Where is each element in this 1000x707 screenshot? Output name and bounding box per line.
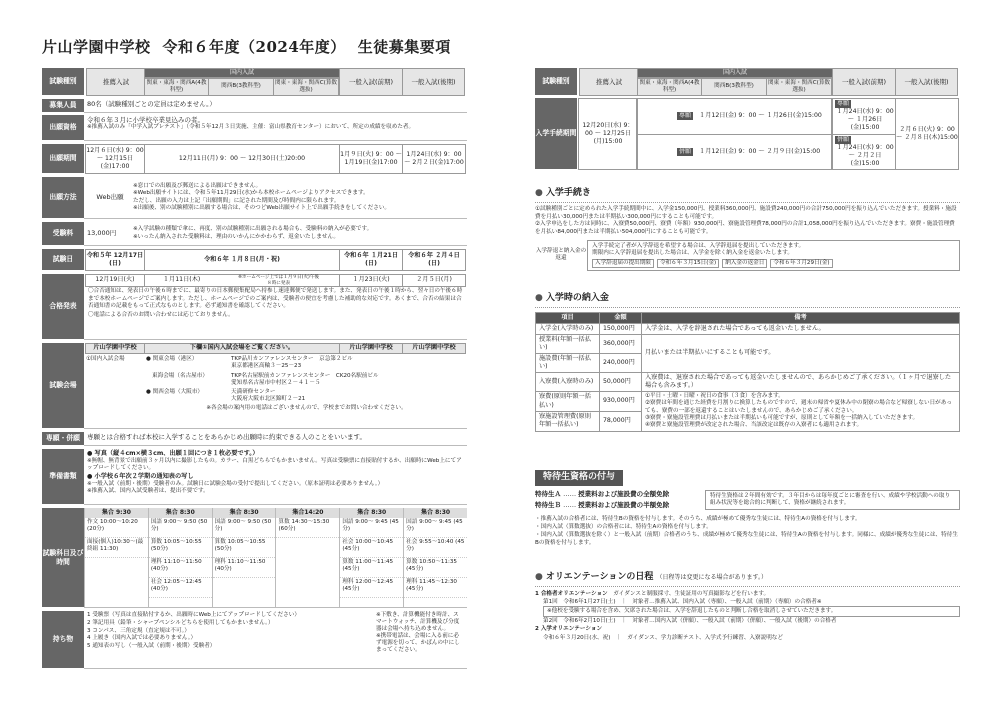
- r-proc-label: 入学手続期間: [535, 98, 577, 170]
- r-kansai-a-header: 関東・東海・関西A(4教科型): [637, 78, 702, 96]
- r-proc-hei2: １月24日(水) 9：00 〜 ２月２日(金)15:00: [836, 143, 894, 167]
- suisen-header: 推薦入試: [86, 68, 146, 96]
- kikan-ippan-go: 1月24日(水) 9：00 〜 2月２日(金)17:00: [402, 144, 466, 174]
- exam-type-label: 試験種別: [42, 68, 84, 96]
- mochi-i1: 1 受験票（写真は直接貼付するか、出願時にWeb上にてアップロードしてください）: [87, 612, 300, 618]
- jitai-label: 入学辞退と納入金の返還: [535, 248, 587, 262]
- kikan-label: 出願期間: [42, 144, 84, 174]
- happyo-suisen: 12月19日(火): [85, 274, 145, 287]
- shikaku-row: [42, 115, 467, 141]
- r-kokunai-header: 国内入試: [637, 68, 833, 78]
- kamoku-col2: [148, 508, 212, 607]
- refund-date: 令和６年３月29日(金): [770, 259, 832, 268]
- nonyu-r2a-item: 授業料(年額一括払い): [536, 334, 600, 353]
- kamoku-col1: [84, 508, 148, 607]
- nonyu-th2: 金額: [600, 312, 642, 323]
- tokutai-title: 特待生資格の付与: [535, 470, 623, 486]
- heigan-label: 専願・併願: [42, 432, 84, 446]
- kaijo-v2b: 愛知県名古屋市中村区２－４１－５: [231, 379, 321, 386]
- orient-s1-desc: ガイダンスと制服採寸、生徒証用の写真撮影などを行います。: [613, 590, 770, 597]
- tetsuzuki-section: [535, 188, 960, 271]
- tetsuzuki-p1: ①試験種別ごとに定められた入学手続期間中に、入学金150,000円、授業料360,000円、施設費240,000円の合計750,000円を振り込んでいただきます。授業料・施設費を月払い30,000円または半期払い300,000円にすることも可能です。: [535, 205, 957, 220]
- nonyu-r4-amount: 930,000円: [600, 392, 642, 412]
- tokutai-section: 特待生資格の付与 特待生Ａ …… 授業料および施設費の全額免除 特待生Ｂ …… 授業料および施設費の半額免除 特待生資格は２年間有効です。３年目からは毎年度ごとに審査を行い、成績や学校活動への取り組み状況等を総合的に判断して、資格が継続されます。 ・推薦入試の合格者には、特待生Bの資格を付与します。そのうち、成績が極めて優秀な生徒には、特待生Aの資格を付与します。 ・国内入試（算数選抜）の合格者には、特待生Aの資格を付与します。 ・国内入試（算数選抜を除く）と一般入試（前期）合格者のうち、成績が極めて優秀な生徒には、特待生Aの資格を付与します。同様に、成績が優秀な生徒には、特待生Bの資格を付与します。: [535, 470, 960, 548]
- kaijo-h1: 片山学園中学校: [85, 343, 145, 354]
- tetsuzuki-title: ● 入学手続き: [535, 188, 960, 203]
- ryo-note2: ※いったん納入された受験料は、理由のいかんにかかわらず、返金いたしません。: [133, 233, 339, 240]
- heigan-row: [42, 432, 467, 446]
- kikan-row: [42, 144, 467, 174]
- jitai-text1: 入学手続完了者が入学辞退を希望する場合は、入学辞退届を提出していただきます。: [592, 243, 805, 249]
- tokutai-desc: 特待生資格は２年間有効です。３年目からは毎年度ごとに審査を行い、成績や学校活動への取り組み状況等を総合的に判断して、資格が継続されます。: [705, 490, 960, 511]
- jitai-deadline: 令和６年３月15日(金): [657, 259, 719, 268]
- nonyu-r3-note: 入寮費は、退寮された場合であっても返金いたしませんので、あらかじめご了承ください。（１ヶ月で退寮した場合も含みます。）: [642, 373, 960, 392]
- kamoku-col6: [403, 508, 467, 607]
- kamoku-c5-3: 理科 12:00〜12:45 (45分): [340, 578, 403, 598]
- orient-d1-note: ※他校を受験する場合を含め、欠席された場合は、入学を辞退したものと判断し合格を取消しさせていただきます。: [543, 606, 960, 616]
- refund-date-label: 納入金の返金日: [722, 259, 767, 268]
- nonyu-section: [535, 293, 960, 432]
- happyo-ippan-go: ２月５日(月): [402, 274, 466, 287]
- kikan-suisen: 12月６日(水) 9：00 〜 12月15日(金)17:00: [85, 144, 145, 174]
- orient-sub: （日程等は変更になる場合があります。）: [656, 574, 767, 581]
- r-ippan-zen-header: 一般入試(前期): [832, 68, 896, 96]
- kaijo-v2n: 東海会場（名古屋市）: [152, 372, 208, 379]
- kamoku-h6: 集合 8:30: [404, 508, 467, 518]
- happyo-text1: 〇合否通知は、発表日の午後６時までに、最寄りの日本郵便集配局へ持参し速達郵便で発送します。また、発表日の午後１時から、翌々日の午後６時まで本校ホームページでご案内します。ただし、ホームページでのご案内は、受験者の便宜を考慮した補助的な対応です。あくまで、合否の結果は合否通知書の記載をもって正式なものとします。必ず通知書を確認してください。: [88, 288, 463, 310]
- happyo-kokunai: １月11日(木): [162, 276, 201, 284]
- kaijo-note: ※各会場の案内用の電話はございませんので、学校までお問い合わせください。: [206, 404, 407, 411]
- kaijo-h4: 片山学園中学校: [402, 343, 466, 354]
- mochi-row: [42, 611, 467, 669]
- r-hei-badge: 併願: [679, 147, 692, 155]
- boshu-row: [42, 99, 467, 113]
- nonyu-r5-amount: 78,000円: [600, 411, 642, 431]
- shiken-suisen: 令和５年 12月17日(日): [85, 249, 145, 271]
- kamoku-c5-0: 国語 9:00〜 9:45 (45分): [340, 518, 403, 538]
- nonyu-n1: ①平日・土曜・日曜・祝日の食事（３食）を含みます。: [645, 393, 784, 400]
- r-ippan-go-header: 一般入試(後期): [895, 68, 958, 96]
- kamoku-col5: [339, 508, 403, 607]
- mochi-i2: 2 筆記用具（鉛筆・シャープペンシルどちらを使用してもかまいません。）: [87, 619, 274, 626]
- happyo-row: [42, 274, 467, 340]
- kamoku-c3-2: 理科 11:10〜11:50 (40分): [213, 558, 276, 578]
- ryo-row: [42, 222, 467, 246]
- ippan-zen-header: 一般入試(前期): [339, 68, 403, 96]
- shikaku-line1: 令和６年３月に小学校卒業見込みの者。: [87, 116, 204, 124]
- school-name: 片山学園中学校: [42, 38, 151, 56]
- r-kansai-c-header: 関東・東海・関西C(算数選抜): [766, 78, 832, 96]
- kansai-a-header: 関東・東海・関西A(4教科型): [144, 78, 209, 96]
- kamoku-c5-2: 算数 11:00〜11:45 (45分): [340, 558, 403, 578]
- r-proc-row: [535, 98, 960, 170]
- kamoku-c6-0: 国語 9:00〜 9:45 (45分): [404, 518, 467, 538]
- table-row: [536, 392, 960, 412]
- kansai-c-header: 関東・東海・関西C(算数選抜): [273, 78, 339, 96]
- nonyu-r1-amount: 150,000円: [600, 323, 642, 334]
- tetsuzuki-p2: ②入学申込をした方は同時に、入寮費50,000円、寮費（年額）930,000円、寮施設管理費78,000円の合計1,058,000円を振り込んでいただきます。寮費・施設管理費を月払い84,000円または半期払い504,000円にすることも可能です。: [535, 221, 955, 236]
- orient-d2: 第2回 令和6年2月10日(土): [543, 617, 616, 624]
- kamoku-c1-1: 面接(個人)10:30〜(最終組 11:30): [85, 538, 148, 558]
- shiken-row: [42, 249, 467, 271]
- nonyu-r1-item: 入学金(入学時のみ): [536, 323, 600, 334]
- nonyu-title: ● 入学時の納入金: [535, 293, 960, 308]
- kamoku-c2-0: 国語 9:00〜 9:50 (50分): [149, 518, 212, 538]
- r-sen-badge-2: 専願: [837, 100, 850, 108]
- kaijo-label: 試験会場: [42, 343, 84, 429]
- nonyu-r1-note: 入学金は、入学を辞退された場合であっても返金いたしません。: [642, 323, 960, 334]
- happyo-text2: 〇電話による合否のお問い合わせには応じておりません。: [88, 311, 234, 318]
- tokutai-n1: ・推薦入試の合格者には、特待生Bの資格を付与します。そのうち、成績が極めて優秀な生徒には、特待生Aの資格を付与します。: [535, 516, 861, 523]
- boshu-text: 80名（試験種別ごとの定員は定めません。）: [84, 99, 467, 113]
- ryo-label: 受験料: [42, 222, 84, 246]
- orient-section: ● オリエンテーションの日程 （日程等は変更になる場合があります。） 1 合格者オリエンテーション ガイダンスと制服採寸、生徒証用の写真撮影などを行います。 第1回 令和6年1月27日(土) ｜ 対象者…推薦入試、国内入試（専願）、一般入試（前期）（専願）の合格者※ ※他校を受験する場合を含め、欠席された場合は、入学を辞退したものと判断し合格を取消しさせていただきます。 第2回 令和6年2月10日(土) ｜ 対象者…国内入試（併願）、一般入試（前期）（併願）、一般入試（後期）の合格者 2 入学オリエンテーション 令和６年３月20日(水、祝) ｜ ガイダンス、学力診断テスト、入学式予行練習、入寮説明など: [535, 572, 960, 642]
- shorui-p2-note2: ※推薦入試、国内入試受験者は、提出不要です。: [87, 487, 209, 494]
- r-hei-badge-2: 併願: [837, 135, 850, 143]
- nonyu-n2: ②寮費は年間を通じた経費を月割りに換算したものですので、週末の帰省や夏休み中の閉寮の場合など帰寮しない日があっても、寮費の一部を返還することはいたしませんので、あらかじめご了承ください。: [645, 400, 952, 414]
- kamoku-c6-1: 社会 9:55〜10:40 (45分): [404, 538, 467, 558]
- shiken-label: 試験日: [42, 249, 84, 271]
- nonyu-th3: 備考: [642, 312, 960, 323]
- shorui-row: [42, 449, 467, 505]
- heigan-text: 専願とは合格すれば本校に入学することをあらかじめ出願時に約束できる人のことをいいます。: [84, 432, 467, 446]
- kaijo-v1b: 東京都港区高輪３－25－23: [231, 363, 302, 370]
- kamoku-h2: 集合 8:30: [149, 508, 212, 518]
- shorui-label: 準備書類: [42, 449, 84, 505]
- nonyu-n3: ③寮費・寮施設管理費は月払いまたは半期払いも可能ですが、原則として年額を一括納入していただきます。: [645, 414, 919, 421]
- exam-type-header: [42, 68, 467, 96]
- jitai-deadline-label: 入学辞退届の提出期限: [592, 259, 654, 268]
- mochi-i5: 5 通知表の写し（一般入試（前期・後期）受験者）: [87, 643, 216, 650]
- kaijo-row: [42, 343, 467, 429]
- jitai-text2: 期限内に入学辞退届を提出した場合は、入学金を除く納入金を返金いたします。: [592, 250, 793, 257]
- houhou-note1: ※窓口での出願及び郵送による出願はできません。: [133, 182, 262, 189]
- shikaku-label: 出願資格: [42, 115, 84, 141]
- kamoku-h1: 集合 9:30: [85, 508, 148, 518]
- tokutai-n3: ・国内入試（算数選抜を除く）と一般入試（前期）合格者のうち、成績が極めて優秀な生徒には、特待生Aの資格を付与します。同様に、成績が優秀な生徒には、特待生Bの資格を付与します。: [535, 531, 958, 546]
- r-proc-sen2: １月24日(水) 9：00 〜 １月26日(金)15:00: [836, 108, 894, 132]
- ippan-go-header: 一般入試(後期): [402, 68, 465, 96]
- r-suisen-header: 推薦入試: [579, 68, 639, 96]
- shorui-p1: ● 写真（縦４cm×横３cm、出願１回につき１枚必要です。）: [87, 450, 259, 457]
- kansai-b-header: 関西B(3教科型): [208, 78, 274, 96]
- boshu-label: 募集人員: [42, 99, 84, 113]
- nonyu-r3-item: 入寮費(入寮時のみ): [536, 373, 600, 392]
- ryo-amount: 13,000円: [87, 229, 117, 238]
- shiken-kokunai: 令和６年 １月８日(月・祝): [144, 249, 340, 271]
- shikaku-line2: ※推薦入試のみ「中学入試プレテスト」（令和５年12月３日実施、主催：富山県教育センター）において、所定の成績を収めた者。: [87, 124, 415, 131]
- shiken-ippan-go: 令和６年 ２月４日(日): [402, 249, 466, 271]
- tokutai-b: 特待生Ｂ: [535, 501, 561, 510]
- nonyu-r5-item: 寮施設管理費(原則年額一括払い): [536, 411, 600, 431]
- mochi-label: 持ち物: [42, 611, 84, 669]
- kikan-kokunai: 12月11日(月) 9：00 〜 12月30日(土)20:00: [144, 144, 340, 174]
- kamoku-c6-2: 算数 10:50〜11:35 (45分): [404, 558, 467, 578]
- table-row: [536, 373, 960, 392]
- tokutai-a-desc: 授業料および施設費の全額免除: [578, 490, 670, 499]
- kaijo-v3n: ● 関西会場（大阪市）: [146, 389, 204, 396]
- kamoku-c5-1: 社会 10:00〜10:45 (45分): [340, 538, 403, 558]
- kamoku-c3-0: 国語 9:00〜 9:50 (50分): [213, 518, 276, 538]
- kokunai-header: 国内入試: [144, 68, 340, 78]
- nonyu-n4: ④寮費と寮施設管理費が改定された場合、当該改定は既存の入寮者にも適用されます。: [645, 422, 863, 429]
- shorui-p2: ● 小学校６年次２学期の通知表の写し: [87, 472, 194, 480]
- nonyu-table: [535, 312, 960, 432]
- r-type-label: 試験種別: [535, 68, 577, 96]
- r-proc-ippan-go: ２月６日(火) 9：00 〜 ２月８日(木)15:00: [895, 98, 959, 170]
- kamoku-col3: [212, 508, 276, 607]
- orient-d2-target: 対象者…国内入試（併願）、一般入試（前期）（併願）、一般入試（後期）の合格者: [632, 617, 837, 624]
- houhou-note4: ※出願後、別の試験種別に出願する場合は、そのつどWeb出願サイト上で出願手続きをしてください。: [133, 204, 391, 211]
- mochi-n1: ※下敷き、計算機能付き時計、スマートウォッチ、計算機及び分度器は会場へ持ち込めません。: [376, 612, 460, 632]
- kamoku-h4: 集合14:20: [276, 508, 339, 518]
- orient-s2-desc: 令和６年３月20日(水、祝) ｜ ガイダンス、学力診断テスト、入学式予行練習、入寮説明など: [543, 634, 783, 641]
- r-proc-hei: １月12日(金) 9：00 〜 ２月９日(金)15:00: [699, 147, 821, 155]
- happyo-ippan-zen: １月23日(火): [339, 274, 403, 287]
- r-sen-badge: 専願: [679, 112, 692, 120]
- kikan-ippan-zen: 1月９日(火) 9：00 〜 1月19日(金)17:00: [339, 144, 403, 174]
- houhou-note3: ただし、出願の入力は上記「出願期間」に記された期間及び時間内に限られます。: [133, 197, 340, 204]
- kaijo-v0: ①国内入試会場: [86, 356, 125, 362]
- shorui-p2-note: ※一般入試（前期・後期）受験者のみ。試験日に試験会場の受付で提出してください。（原本証明は必要ありません。）: [87, 480, 384, 487]
- tokutai-b-desc: 授業料および施設費の半額免除: [578, 501, 670, 510]
- nonyu-r3-amount: 50,000円: [600, 373, 642, 392]
- fiscal-year: 令和６年度（2024年度）: [162, 38, 346, 56]
- houhou-label: 出願方法: [42, 177, 84, 219]
- kaijo-h3: 片山学園中学校: [339, 343, 403, 354]
- houhou-row: [42, 177, 467, 219]
- orient-s1: 1 合格者オリエンテーション: [535, 590, 608, 597]
- nonyu-r2b-amount: 240,000円: [600, 353, 642, 372]
- nonyu-r4-item: 寮費(原則年額一括払い): [536, 392, 600, 412]
- kamoku-h5: 集合 8:30: [340, 508, 403, 518]
- kaijo-v2a: TKP名古屋駅前カンファレンスセンター CK20名駅前ビル: [231, 372, 379, 379]
- kamoku-row: [42, 508, 467, 608]
- kaijo-v3b: 大阪府大阪市北区錦町２－21: [231, 396, 306, 403]
- recruit-title: 生徒募集要項: [357, 38, 451, 56]
- tokutai-n2: ・国内入試（算数選抜）の合格者には、特待生Aの資格を付与します。: [535, 524, 712, 531]
- r-kansai-b-header: 関西B(3教科型): [701, 78, 767, 96]
- kamoku-c2-3: 社会 12:05〜12:45 (40分): [149, 578, 212, 598]
- page-title: [42, 38, 463, 58]
- kamoku-c4-0: 算数 14:30〜15:30 (60分): [276, 518, 339, 538]
- ryo-note1: ※入学試験の種類で傘に、再度、別の試験種別に出願される場合も、受験料の納入が必要です。: [133, 226, 373, 233]
- r-proc-sen: １月12日(金) 9：00 〜 １月26日(金)15:00: [699, 112, 822, 120]
- happyo-kokunai-note: ※ホームページ上では１月９日(火)午後８時に発表: [238, 275, 320, 286]
- tokutai-a: 特待生Ａ: [535, 490, 561, 499]
- shiken-ippan-zen: 令和６年 １月21日(日): [339, 249, 403, 271]
- nonyu-r2a-amount: 360,000円: [600, 334, 642, 353]
- orient-d1: 第1回 令和6年1月27日(土): [543, 599, 616, 606]
- orient-s2: 2 入学オリエンテーション: [535, 626, 603, 633]
- orient-title: オリエンテーションの日程: [545, 572, 654, 582]
- kamoku-c3-1: 算数 10:05〜10:55 (50分): [213, 538, 276, 558]
- nonyu-r2b-item: 施設費(年額一括払い): [536, 353, 600, 372]
- happyo-label: 合格発表: [42, 274, 84, 340]
- houhou-note2: ※Web出願サイトには、令和５年11月29日(水)から本校ホームページよりアクセスできます。: [133, 190, 369, 197]
- kamoku-label: 試験科目及び時間: [42, 508, 84, 608]
- r-exam-header: [535, 68, 960, 96]
- kamoku-c6-3: 理科 11:45〜12:30 (45分): [404, 578, 467, 598]
- orient-d1-target: 対象者…推薦入試、国内入試（専願）、一般入試（前期）（専願）の合格者※: [632, 599, 822, 606]
- kamoku-c2-1: 算数 10:05〜10:55 (50分): [149, 538, 212, 558]
- mochi-i4: 4 上履き（国内入試では必要ありません。）: [87, 635, 197, 642]
- shorui-p1-note: ※無帽、無背景で出願前３ヶ月以内に撮影したもの。カラー、白黒どちらでもかまいません。写真は受験票に直接貼付するか、出願時にWeb上にてアップロードしてください。: [87, 458, 462, 472]
- kamoku-h3: 集合 8:30: [213, 508, 276, 518]
- mochi-i3: 3 コンパス、三角定規（直定規は不可。）: [87, 627, 191, 634]
- houhou-method: Web出願: [96, 193, 124, 202]
- kaijo-v1a: TKP品川カンファレンスセンター 京急第２ビル: [231, 356, 353, 362]
- kamoku-c2-2: 理科 11:10〜11:50 (40分): [149, 558, 212, 578]
- kaijo-v3a: 天満研修センター: [231, 389, 276, 396]
- table-row: [536, 334, 960, 353]
- nonyu-r2-note: 月払いまたは半期払いにすることも可能です。: [642, 334, 960, 372]
- table-row: [536, 323, 960, 334]
- r-proc-suisen: 12月20日(水) 9：00 〜 12月25日(月)15:00: [578, 98, 638, 170]
- mochi-n2: ※携帯電話は、会場に入る前に必ず電源を切って、かばんの中にしまってください。: [376, 632, 460, 653]
- kamoku-c1-0: 作文 10:00〜10:20 (20分): [85, 518, 148, 538]
- kamoku-col4: [275, 508, 339, 607]
- nonyu-th1: 項目: [536, 312, 600, 323]
- kaijo-h2: 下欄①国内入試会場をご覧ください。: [144, 343, 340, 354]
- kaijo-v1n: ● 関東会場（港区）: [146, 356, 198, 362]
